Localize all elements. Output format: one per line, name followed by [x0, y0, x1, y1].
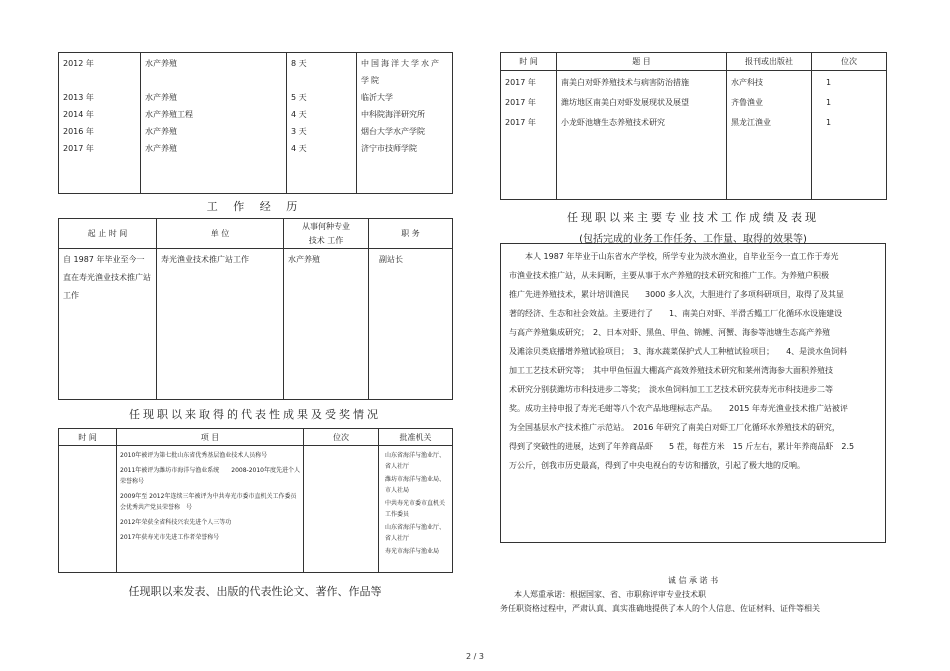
col-field-header-1: 从事何种专业 — [302, 221, 350, 231]
paragraph-line: 奖。成功主持申报了寿光毛蚶等八个农产品地理标志产品。 2015 年寿光渔业技术推广站被评 — [509, 404, 848, 413]
list-item: 寿光市海洋与渔业局 — [385, 548, 440, 555]
pub-time: 2017 年 — [505, 98, 536, 107]
list-item: 2017年获寿光市先进工作者荣誉称号 — [120, 534, 220, 541]
paragraph-line: 术研究分别获潍坊市科技进步二等奖； 淡水鱼饲料加工工艺技术研究获寿光市科技进步二等 — [509, 385, 833, 394]
training-years: 2012 年 2013 年 2014 年 2016 年 2017 年 — [63, 59, 94, 153]
list-item: 中共寿光市委市直机关工作委员 — [385, 500, 446, 518]
work-duty: 副站长 — [379, 255, 403, 264]
table-row — [59, 446, 453, 573]
paragraph-line: 务任职资格过程中，严肃认真、真实准确地提供了本人的个人信息、佐证材料、证件等相关 — [500, 604, 820, 613]
col-org-header: 批准机关 — [399, 432, 432, 442]
achievements-box — [500, 243, 886, 543]
table-row — [59, 53, 453, 194]
list-item: 潍坊市海洋与渔业局、市人社局 — [385, 476, 446, 494]
paragraph-line: 及滩涂贝类底播增养殖试验项目； 3、海水蔬菜保护式人工种植试验项目； 4、是淡水鱼饲料 — [509, 347, 848, 356]
col-title-header: 题 目 — [632, 57, 651, 66]
list-item: 2011年被评为潍坊市海洋与渔业系统 2008-2010年度先进个人荣誉称号 — [120, 467, 300, 485]
work-history-table — [58, 218, 453, 400]
table-row — [501, 71, 887, 200]
publications-table — [500, 52, 887, 200]
pub-title: 潍坊地区南美白对虾发展现状及展望 — [561, 98, 689, 107]
work-history-title: 工 作 经 历 — [206, 200, 304, 213]
training-table — [58, 52, 453, 194]
work-unit: 寿光渔业技术推广站工作 — [161, 255, 249, 264]
list-item: 2009年至 2012年连续三年被评为中共寿光市委市直机关工作委员会优秀共产党员荣誉称 号 — [120, 493, 297, 511]
col-time-header: 时 间 — [78, 432, 97, 442]
table-row — [59, 249, 453, 400]
paragraph-line: 本人 1987 年毕业于山东省水产学校，所学专业为淡水渔业，自毕业至今一直工作于寿光 — [525, 252, 839, 261]
paragraph-line: 与高产养殖集成研究； 2、日本对虾、黑鱼、甲鱼、锦鲤、河蟹、海参等池塘生态高产养殖 — [509, 328, 831, 337]
pub-title: 南美白对虾养殖技术与病害防治措施 — [561, 78, 689, 87]
table-header-row — [59, 429, 453, 446]
paragraph-line: 市渔业技术推广站，从未间断，主要从事于水产养殖的技术研究和推广工作。为养殖户积极 — [509, 271, 829, 280]
paragraph-line: 万公斤，创我市历史最高，得到了中央电视台的专访和播放，引起了极大地的反响。 — [509, 461, 805, 470]
pub-rank: 1 — [826, 78, 832, 87]
page-number: 2 / 3 — [466, 652, 484, 661]
pub-time: 2017 年 — [505, 78, 536, 87]
col-duty-header: 职 务 — [401, 229, 420, 238]
col-unit-header: 单 位 — [210, 229, 230, 238]
col-rank-header: 位次 — [841, 57, 857, 66]
col-journal-header: 报刊或出版社 — [745, 57, 793, 66]
pub-journal: 水产科技 — [731, 78, 763, 87]
pub-title: 小龙虾池塘生态养殖技术研究 — [561, 118, 665, 127]
pub-journal: 齐鲁渔业 — [731, 98, 763, 107]
list-item: 2010年被评为第七批山东省优秀基层渔业技术人员称号 — [120, 452, 268, 459]
col-time-header: 时 间 — [519, 57, 538, 66]
work-field: 水产养殖 — [288, 255, 320, 264]
list-item: 山东省海洋与渔业厅、省人社厅 — [385, 524, 446, 542]
pledge-title: 诚 信 承 诺 书 — [667, 576, 719, 585]
pub-time: 2017 年 — [505, 118, 536, 127]
col-item-header: 项 目 — [200, 432, 220, 442]
papers-heading: 任现职以来发表、出版的代表性论文、著作、作品等 — [128, 585, 382, 598]
pledge-text — [500, 588, 886, 616]
col-time-header: 起 止 时 间 — [87, 229, 128, 238]
pub-rank: 1 — [826, 98, 832, 107]
paragraph-line: 得到了突破性的进展，达到了年养商品虾 5 茬，每茬方米 15 斤左右，累计年养商品虾 2.5 — [509, 442, 855, 451]
training-subjects: 水产养殖 水产养殖 水产养殖工程 水产养殖 水产养殖 — [145, 59, 193, 153]
awards-table — [58, 428, 453, 573]
list-item: 2012年荣获全省科技兴农先进个人三等功 — [120, 519, 232, 526]
paragraph-line: 加工工艺技术研究等； 其中甲鱼恒温大棚高产高效养殖技术研究和莱州湾海参大面积养殖技 — [509, 366, 833, 375]
pub-rank: 1 — [826, 118, 832, 127]
award-items — [117, 446, 303, 543]
work-time: 自 1987 年毕业至今一直在寿光渔业技术推广站工作 — [63, 255, 151, 300]
training-places: 中国海洋大学水产学院 临沂大学 中科院海洋研究所 烟台大学水产学院 济宁市技师学院 — [361, 59, 441, 153]
achievements-text — [509, 247, 879, 475]
table-header-row — [59, 219, 453, 249]
table-header-row — [501, 53, 887, 71]
award-orgs — [379, 446, 452, 557]
paragraph-line: 著的经济、生态和社会效益。主要进行了 1、南美白对虾、半滑舌鳎工厂化循环水设施建设 — [509, 309, 843, 318]
achievements-subtitle: (包括完成的业务工作任务、工作量、取得的效果等) — [579, 234, 807, 245]
pub-journal: 黑龙江渔业 — [731, 118, 771, 127]
training-days: 8 天 5 天 4 天 3 天 4 天 — [291, 59, 307, 153]
awards-title: 任现职以来取得的代表性成果及受奖情况 — [129, 408, 381, 421]
paragraph-line: 推广先进养殖技术，累计培训渔民 3000 多人次，大胆进行了多项科研项目，取得了及其显 — [509, 290, 844, 299]
achievements-title: 任现职以来主要专业技术工作成绩及表现 — [567, 211, 819, 224]
col-rank-header: 位次 — [333, 432, 349, 442]
paragraph-line: 为全国基层水产技术推广示范站。 2016 年研究了南美白对虾工厂化循环水养殖技术的研究， — [509, 423, 840, 432]
col-field-header-2: 技术 工作 — [308, 235, 344, 245]
paragraph-line: 本人郑重承诺：根据国家、省、市职称评审专业技术职 — [514, 590, 706, 599]
list-item: 山东省海洋与渔业厅、省人社厅 — [385, 452, 446, 470]
